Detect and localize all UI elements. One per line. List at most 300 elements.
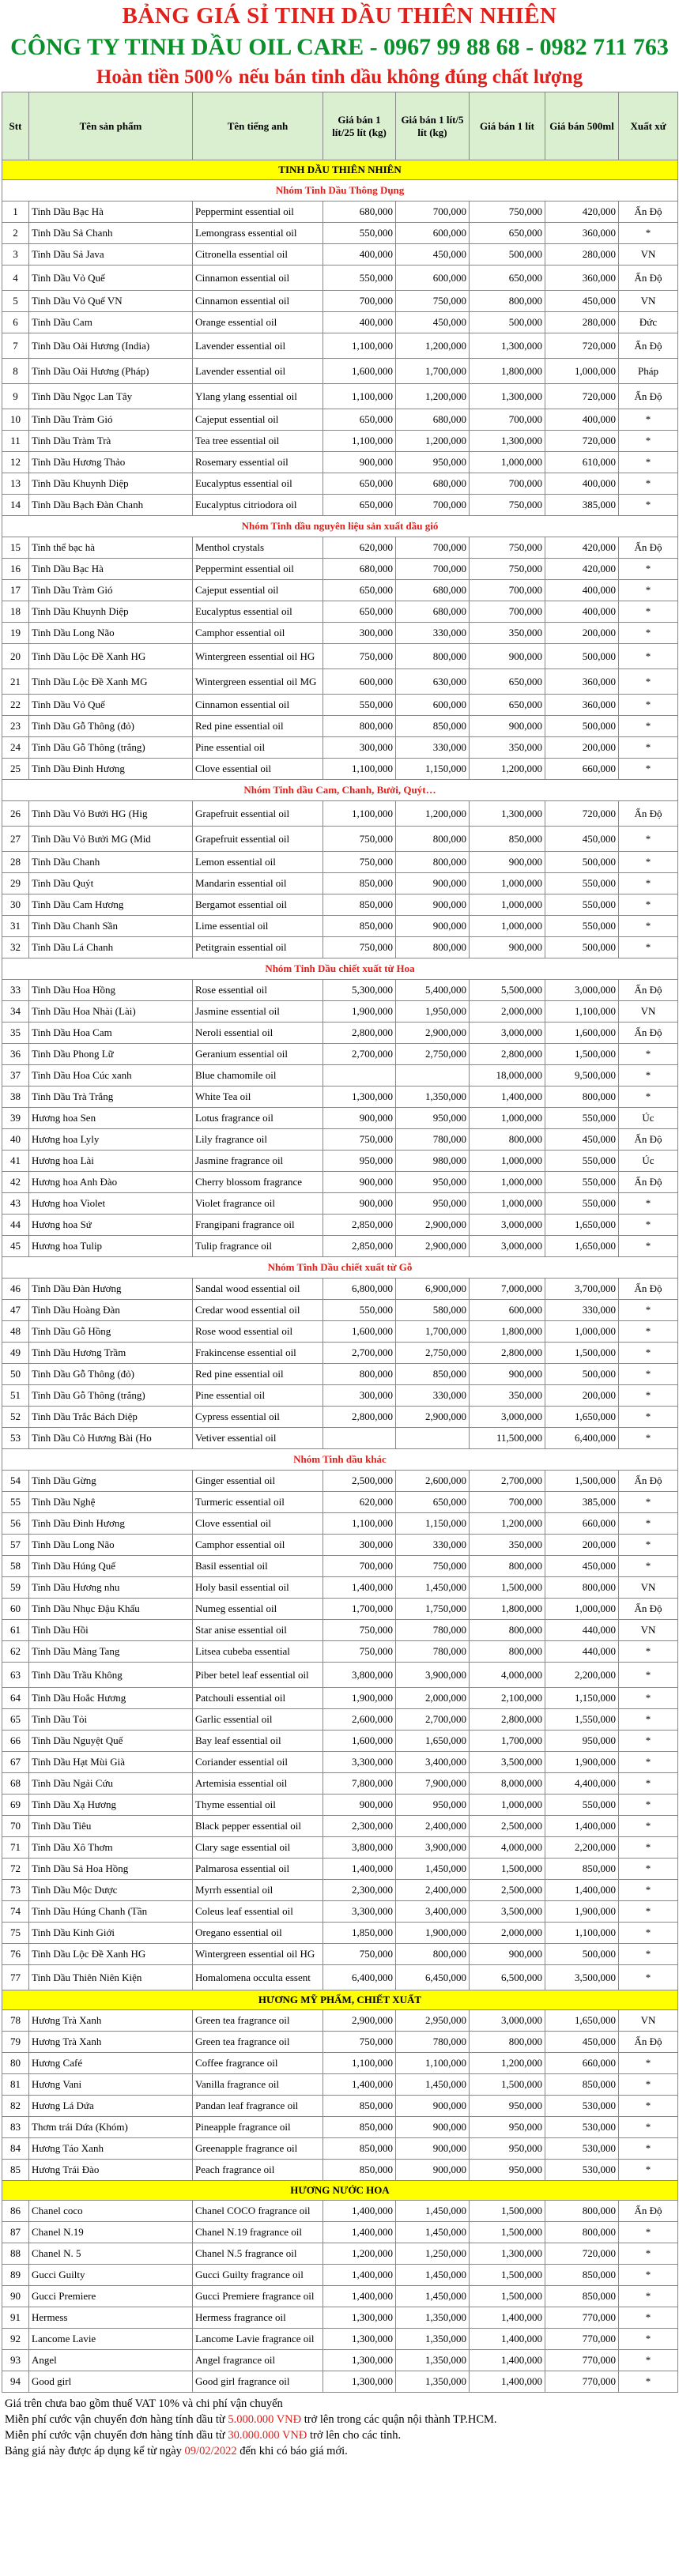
cell-stt: 83 — [2, 2117, 29, 2138]
cell-name-vi: Hương hoa Tulip — [29, 1236, 193, 1257]
cell-name-vi: Lancome Lavie — [29, 2329, 193, 2350]
cell-price-500ml: 200,000 — [545, 623, 619, 644]
group-header-row — [2, 958, 678, 980]
cell-price-1l: 950,000 — [470, 2138, 545, 2160]
cell-price-1l: 1,500,000 — [470, 1859, 545, 1880]
cell-price-25l: 680,000 — [323, 201, 396, 223]
cell-name-en: Eucalyptus citriodora oil — [193, 495, 323, 516]
cell-price-25l: 550,000 — [323, 1300, 396, 1321]
cell-price-25l: 1,600,000 — [323, 359, 396, 384]
cell-origin: Pháp — [619, 359, 678, 384]
cell-price-5l: 1,200,000 — [396, 801, 470, 827]
footer-vat-note: Giá trên chưa bao gồm thuế VAT 10% và chi phí vận chuyển — [5, 2397, 283, 2410]
cell-price-500ml: 660,000 — [545, 2053, 619, 2074]
cell-price-5l: 1,350,000 — [396, 2307, 470, 2329]
cell-price-5l: 1,450,000 — [396, 2265, 470, 2286]
cell-stt: 68 — [2, 1773, 29, 1795]
cell-origin: * — [619, 1364, 678, 1385]
cell-price-5l: 6,450,000 — [396, 1965, 470, 1990]
table-row — [2, 1837, 678, 1859]
cell-price-5l: 2,000,000 — [396, 1688, 470, 1709]
cell-origin: * — [619, 2096, 678, 2117]
cell-price-500ml: 360,000 — [545, 266, 619, 291]
cell-stt: 37 — [2, 1065, 29, 1087]
cell-price-500ml: 440,000 — [545, 1641, 619, 1663]
cell-origin: * — [619, 2160, 678, 2181]
cell-price-25l: 1,100,000 — [323, 384, 396, 409]
cell-name-vi: Hương Café — [29, 2053, 193, 2074]
table-row — [2, 2138, 678, 2160]
cell-name-en: Vetiver essential oil — [193, 1428, 323, 1449]
table-row — [2, 2160, 678, 2181]
cell-stt: 14 — [2, 495, 29, 516]
cell-price-1l: 1,300,000 — [470, 801, 545, 827]
cell-price-5l: 800,000 — [396, 644, 470, 669]
cell-name-vi: Tinh Dầu Nghệ — [29, 1492, 193, 1513]
table-row — [2, 1428, 678, 1449]
cell-origin: * — [619, 623, 678, 644]
cell-price-500ml: 360,000 — [545, 669, 619, 695]
cell-price-500ml: 420,000 — [545, 537, 619, 559]
cell-price-500ml: 1,650,000 — [545, 1236, 619, 1257]
cell-price-5l: 780,000 — [396, 2032, 470, 2053]
cell-stt: 5 — [2, 291, 29, 312]
cell-origin: * — [619, 580, 678, 601]
cell-price-25l: 1,400,000 — [323, 2201, 396, 2222]
cell-origin: * — [619, 759, 678, 780]
cell-price-500ml: 770,000 — [545, 2371, 619, 2393]
cell-price-5l — [396, 1065, 470, 1087]
cell-origin: VN — [619, 1577, 678, 1599]
table-row — [2, 1151, 678, 1172]
cell-origin: Ấn Độ — [619, 1172, 678, 1193]
cell-price-1l: 950,000 — [470, 2160, 545, 2181]
cell-name-vi: Hương hoa Sen — [29, 1108, 193, 1129]
cell-name-vi: Tinh Dầu Hoa Hồng — [29, 980, 193, 1001]
cell-origin: * — [619, 1709, 678, 1731]
table-row — [2, 1492, 678, 1513]
cell-price-1l: 900,000 — [470, 716, 545, 737]
cell-price-5l: 1,200,000 — [396, 384, 470, 409]
cell-name-vi: Angel — [29, 2350, 193, 2371]
cell-price-5l: 900,000 — [396, 2138, 470, 2160]
cell-price-5l: 750,000 — [396, 1556, 470, 1577]
cell-price-25l: 680,000 — [323, 559, 396, 580]
cell-origin: * — [619, 1044, 678, 1065]
cell-price-25l: 850,000 — [323, 2117, 396, 2138]
cell-price-5l: 3,400,000 — [396, 1901, 470, 1923]
cell-price-25l: 850,000 — [323, 2138, 396, 2160]
cell-stt: 80 — [2, 2053, 29, 2074]
cell-stt: 88 — [2, 2243, 29, 2265]
cell-origin: Ấn Độ — [619, 201, 678, 223]
table-row — [2, 1321, 678, 1343]
cell-price-25l: 700,000 — [323, 291, 396, 312]
cell-price-500ml: 1,100,000 — [545, 1923, 619, 1944]
table-row — [2, 916, 678, 937]
cell-name-vi: Tinh Dầu Gỗ Thông (đỏ) — [29, 1364, 193, 1385]
cell-price-5l: 980,000 — [396, 1151, 470, 1172]
cell-name-vi: Tinh Dầu Vỏ Bưởi HG (Hig — [29, 801, 193, 827]
cell-price-5l: 330,000 — [396, 623, 470, 644]
cell-price-1l: 800,000 — [470, 2032, 545, 2053]
cell-price-1l: 350,000 — [470, 623, 545, 644]
cell-price-500ml: 800,000 — [545, 2201, 619, 2222]
table-row — [2, 2010, 678, 2032]
cell-price-5l: 800,000 — [396, 1944, 470, 1965]
cell-origin: * — [619, 2307, 678, 2329]
cell-price-5l: 580,000 — [396, 1300, 470, 1321]
cell-price-25l: 650,000 — [323, 409, 396, 431]
cell-origin: * — [619, 431, 678, 452]
cell-price-5l: 3,900,000 — [396, 1837, 470, 1859]
cell-price-500ml: 1,600,000 — [545, 1022, 619, 1044]
cell-origin: * — [619, 916, 678, 937]
cell-price-5l: 2,750,000 — [396, 1044, 470, 1065]
cell-origin: * — [619, 452, 678, 473]
cell-price-25l: 1,400,000 — [323, 2265, 396, 2286]
cell-origin: * — [619, 1795, 678, 1816]
cell-price-5l: 1,450,000 — [396, 2074, 470, 2096]
cell-price-500ml: 550,000 — [545, 916, 619, 937]
cell-price-1l: 350,000 — [470, 737, 545, 759]
cell-name-vi: Hương hoa Lài — [29, 1151, 193, 1172]
cell-name-vi: Tinh Dầu Bạc Hà — [29, 201, 193, 223]
cell-origin: * — [619, 1236, 678, 1257]
table-row — [2, 384, 678, 409]
cell-origin: * — [619, 937, 678, 958]
cell-name-vi: Tinh Dầu Tiêu — [29, 1816, 193, 1837]
cell-price-25l: 300,000 — [323, 737, 396, 759]
table-row — [2, 1731, 678, 1752]
cell-price-500ml: 950,000 — [545, 1731, 619, 1752]
cell-name-en: Litsea cubeba essential — [193, 1641, 323, 1663]
cell-stt: 2 — [2, 223, 29, 244]
cell-stt: 70 — [2, 1816, 29, 1837]
cell-origin: VN — [619, 244, 678, 266]
cell-name-en: Grapefruit essential oil — [193, 801, 323, 827]
cell-origin: Ấn Độ — [619, 266, 678, 291]
cell-price-500ml: 385,000 — [545, 1492, 619, 1513]
cell-price-25l: 550,000 — [323, 223, 396, 244]
cell-price-1l: 650,000 — [470, 223, 545, 244]
cell-price-500ml: 450,000 — [545, 1129, 619, 1151]
cell-origin: * — [619, 1065, 678, 1087]
cell-price-500ml: 850,000 — [545, 2074, 619, 2096]
col-price-25l: Giá bán 1 lít/25 lít (kg) — [323, 92, 396, 160]
cell-name-en: Green tea fragrance oil — [193, 2010, 323, 2032]
table-row — [2, 873, 678, 894]
footer-text: trở lên cho các tỉnh. — [307, 2429, 402, 2442]
table-row — [2, 1816, 678, 1837]
cell-name-en: Vanilla fragrance oil — [193, 2074, 323, 2096]
cell-stt: 17 — [2, 580, 29, 601]
cell-origin: * — [619, 559, 678, 580]
table-row — [2, 1087, 678, 1108]
table-row — [2, 1129, 678, 1151]
cell-price-1l: 800,000 — [470, 1556, 545, 1577]
cell-name-en: Artemisia essential oil — [193, 1773, 323, 1795]
cell-price-500ml: 1,650,000 — [545, 1215, 619, 1236]
cell-name-vi: Tinh Dầu Gừng — [29, 1471, 193, 1492]
cell-name-en: Rosemary essential oil — [193, 452, 323, 473]
cell-origin: Ấn Độ — [619, 1022, 678, 1044]
cell-origin: * — [619, 1492, 678, 1513]
cell-price-1l: 1,000,000 — [470, 452, 545, 473]
cell-stt: 86 — [2, 2201, 29, 2222]
cell-origin: * — [619, 2074, 678, 2096]
cell-price-25l: 1,400,000 — [323, 1577, 396, 1599]
cell-price-5l: 950,000 — [396, 1795, 470, 1816]
cell-name-vi: Tinh Dầu Hồi — [29, 1620, 193, 1641]
cell-price-5l: 330,000 — [396, 1535, 470, 1556]
table-row — [2, 2265, 678, 2286]
cell-name-en: Basil essential oil — [193, 1556, 323, 1577]
cell-price-1l: 1,300,000 — [470, 333, 545, 359]
cell-price-500ml: 200,000 — [545, 1385, 619, 1407]
cell-name-vi: Hương Trà Xanh — [29, 2010, 193, 2032]
price-table — [2, 92, 678, 2393]
cell-origin: * — [619, 1837, 678, 1859]
table-row — [2, 1577, 678, 1599]
cell-name-en: Thyme essential oil — [193, 1795, 323, 1816]
section-header-row — [2, 2181, 678, 2201]
footer-effective-date — [5, 2443, 674, 2459]
table-row — [2, 1279, 678, 1300]
cell-price-1l: 1,800,000 — [470, 1599, 545, 1620]
cell-price-5l: 780,000 — [396, 1641, 470, 1663]
cell-stt: 63 — [2, 1663, 29, 1688]
cell-stt: 90 — [2, 2286, 29, 2307]
cell-price-1l: 1,200,000 — [470, 1513, 545, 1535]
cell-stt: 54 — [2, 1471, 29, 1492]
cell-price-1l: 700,000 — [470, 473, 545, 495]
cell-price-500ml: 770,000 — [545, 2329, 619, 2350]
cell-price-5l: 900,000 — [396, 2117, 470, 2138]
cell-price-500ml: 530,000 — [545, 2117, 619, 2138]
cell-origin: * — [619, 1193, 678, 1215]
cell-name-en: Red pine essential oil — [193, 716, 323, 737]
cell-price-500ml: 550,000 — [545, 1172, 619, 1193]
cell-stt: 87 — [2, 2222, 29, 2243]
cell-name-en: Ylang ylang essential oil — [193, 384, 323, 409]
cell-stt: 47 — [2, 1300, 29, 1321]
cell-name-vi: Tinh Dầu Hương nhu — [29, 1577, 193, 1599]
cell-stt: 81 — [2, 2074, 29, 2096]
cell-price-500ml: 800,000 — [545, 2222, 619, 2243]
cell-price-1l: 850,000 — [470, 827, 545, 852]
section-title: HƯƠNG NƯỚC HOA — [2, 2181, 678, 2201]
cell-price-5l: 2,700,000 — [396, 1709, 470, 1731]
cell-price-500ml: 3,000,000 — [545, 980, 619, 1001]
cell-price-500ml: 385,000 — [545, 495, 619, 516]
cell-name-en: Credar wood essential oil — [193, 1300, 323, 1321]
cell-price-25l: 1,400,000 — [323, 2074, 396, 2096]
cell-name-vi: Tinh Dầu Oải Hương (Pháp) — [29, 359, 193, 384]
cell-stt: 23 — [2, 716, 29, 737]
cell-name-en: Angel fragrance oil — [193, 2350, 323, 2371]
cell-price-1l: 2,000,000 — [470, 1923, 545, 1944]
cell-price-25l: 900,000 — [323, 1108, 396, 1129]
cell-stt: 39 — [2, 1108, 29, 1129]
group-title: Nhóm Tinh dầu khác — [2, 1449, 678, 1471]
cell-price-500ml: 1,400,000 — [545, 1816, 619, 1837]
cell-price-25l: 1,100,000 — [323, 431, 396, 452]
cell-origin: * — [619, 1407, 678, 1428]
cell-price-1l: 8,000,000 — [470, 1773, 545, 1795]
cell-price-1l: 1,000,000 — [470, 1795, 545, 1816]
cell-stt: 50 — [2, 1364, 29, 1385]
cell-name-vi: Tinh Dầu Cỏ Hương Bài (Ho — [29, 1428, 193, 1449]
cell-name-vi: Tinh Dầu Tràm Trà — [29, 431, 193, 452]
cell-price-5l: 1,350,000 — [396, 1087, 470, 1108]
cell-price-1l: 800,000 — [470, 1129, 545, 1151]
cell-price-5l: 2,600,000 — [396, 1471, 470, 1492]
cell-stt: 7 — [2, 333, 29, 359]
cell-price-500ml: 610,000 — [545, 452, 619, 473]
cell-price-25l: 6,800,000 — [323, 1279, 396, 1300]
cell-name-en: Gucci Premiere fragrance oil — [193, 2286, 323, 2307]
table-row — [2, 1535, 678, 1556]
cell-price-1l: 700,000 — [470, 601, 545, 623]
cell-name-vi: Tinh Dầu Ngọc Lan Tây — [29, 384, 193, 409]
cell-price-1l: 950,000 — [470, 2096, 545, 2117]
cell-name-en: Cajeput essential oil — [193, 409, 323, 431]
cell-price-25l: 1,400,000 — [323, 2286, 396, 2307]
cell-price-500ml: 450,000 — [545, 827, 619, 852]
cell-price-500ml: 1,550,000 — [545, 1709, 619, 1731]
cell-price-1l: 1,000,000 — [470, 1151, 545, 1172]
cell-name-en: Camphor essential oil — [193, 1535, 323, 1556]
cell-stt: 25 — [2, 759, 29, 780]
cell-price-500ml: 1,100,000 — [545, 1001, 619, 1022]
group-title: Nhóm Tinh Dầu Thông Dụng — [2, 180, 678, 201]
cell-price-25l: 1,300,000 — [323, 2307, 396, 2329]
cell-price-1l: 750,000 — [470, 495, 545, 516]
cell-stt: 65 — [2, 1709, 29, 1731]
cell-price-5l: 630,000 — [396, 669, 470, 695]
cell-name-vi: Hương hoa Violet — [29, 1193, 193, 1215]
cell-stt: 75 — [2, 1923, 29, 1944]
cell-stt: 33 — [2, 980, 29, 1001]
cell-name-en: Pine essential oil — [193, 1385, 323, 1407]
cell-origin: Ấn Độ — [619, 1471, 678, 1492]
cell-price-5l: 2,400,000 — [396, 1880, 470, 1901]
cell-price-5l: 750,000 — [396, 291, 470, 312]
table-row — [2, 601, 678, 623]
cell-stt: 35 — [2, 1022, 29, 1044]
cell-price-1l: 500,000 — [470, 244, 545, 266]
cell-stt: 41 — [2, 1151, 29, 1172]
cell-price-5l: 1,700,000 — [396, 359, 470, 384]
cell-price-25l: 750,000 — [323, 1641, 396, 1663]
cell-price-1l: 2,800,000 — [470, 1709, 545, 1731]
cell-origin: * — [619, 894, 678, 916]
cell-price-500ml: 770,000 — [545, 2350, 619, 2371]
cell-price-1l: 3,500,000 — [470, 1752, 545, 1773]
cell-name-en: Pineapple fragrance oil — [193, 2117, 323, 2138]
cell-price-5l: 680,000 — [396, 409, 470, 431]
cell-price-1l: 1,200,000 — [470, 2053, 545, 2074]
cell-name-vi: Tinh Dầu Tràm Gió — [29, 580, 193, 601]
cell-origin: Ấn Độ — [619, 384, 678, 409]
table-row — [2, 644, 678, 669]
cell-name-vi: Tinh Dầu Nhục Đậu Khấu — [29, 1599, 193, 1620]
table-row — [2, 1300, 678, 1321]
cell-origin: * — [619, 1300, 678, 1321]
cell-name-vi: Tinh Dầu Khuynh Diệp — [29, 601, 193, 623]
cell-name-vi: Tinh thể bạc hà — [29, 537, 193, 559]
cell-price-500ml: 1,150,000 — [545, 1688, 619, 1709]
cell-price-1l: 650,000 — [470, 669, 545, 695]
cell-name-en: Ginger essential oil — [193, 1471, 323, 1492]
cell-stt: 73 — [2, 1880, 29, 1901]
cell-price-25l: 1,900,000 — [323, 1688, 396, 1709]
cell-name-en: Star anise essential oil — [193, 1620, 323, 1641]
cell-price-500ml: 330,000 — [545, 1300, 619, 1321]
cell-price-1l: 2,800,000 — [470, 1044, 545, 1065]
cell-origin: * — [619, 1965, 678, 1990]
cell-name-vi: Tinh Dầu Long Não — [29, 1535, 193, 1556]
section-header-row — [2, 160, 678, 180]
group-title: Nhóm Tinh dầu Cam, Chanh, Bưởi, Quýt… — [2, 780, 678, 801]
cell-price-1l: 950,000 — [470, 2117, 545, 2138]
cell-stt: 42 — [2, 1172, 29, 1193]
cell-price-5l: 600,000 — [396, 223, 470, 244]
table-row — [2, 1752, 678, 1773]
table-row — [2, 1044, 678, 1065]
cell-name-en: Peach fragrance oil — [193, 2160, 323, 2181]
cell-price-25l: 1,300,000 — [323, 2350, 396, 2371]
cell-name-en: Hermess fragrance oil — [193, 2307, 323, 2329]
cell-origin: * — [619, 2117, 678, 2138]
cell-name-vi: Tinh Dầu Trà Trắng — [29, 1087, 193, 1108]
cell-name-vi: Tinh Dầu Lộc Đề Xanh HG — [29, 644, 193, 669]
cell-price-5l: 3,400,000 — [396, 1752, 470, 1773]
cell-name-vi: Chanel N.19 — [29, 2222, 193, 2243]
cell-price-500ml: 450,000 — [545, 1556, 619, 1577]
cell-price-1l: 1,000,000 — [470, 1193, 545, 1215]
table-row — [2, 1172, 678, 1193]
cell-price-1l: 900,000 — [470, 1944, 545, 1965]
cell-name-en: Eucalyptus essential oil — [193, 601, 323, 623]
cell-name-en: Clove essential oil — [193, 1513, 323, 1535]
cell-price-1l: 900,000 — [470, 1364, 545, 1385]
cell-origin: * — [619, 1087, 678, 1108]
cell-price-5l: 1,350,000 — [396, 2371, 470, 2393]
table-row — [2, 1407, 678, 1428]
cell-name-vi: Tinh Dầu Vỏ Quế — [29, 695, 193, 716]
cell-origin: Ấn Độ — [619, 801, 678, 827]
cell-stt: 51 — [2, 1385, 29, 1407]
cell-stt: 58 — [2, 1556, 29, 1577]
cell-stt: 94 — [2, 2371, 29, 2393]
cell-name-en: Coleus leaf essential oil — [193, 1901, 323, 1923]
cell-stt: 60 — [2, 1599, 29, 1620]
cell-origin: * — [619, 473, 678, 495]
cell-price-500ml: 360,000 — [545, 695, 619, 716]
cell-name-en: Menthol crystals — [193, 537, 323, 559]
cell-price-500ml: 550,000 — [545, 1795, 619, 1816]
cell-name-vi: Tinh Dầu Húng Chanh (Tần — [29, 1901, 193, 1923]
table-row — [2, 1513, 678, 1535]
cell-stt: 46 — [2, 1279, 29, 1300]
cell-price-500ml: 550,000 — [545, 1151, 619, 1172]
cell-name-en: Palmarosa essential oil — [193, 1859, 323, 1880]
cell-price-5l: 950,000 — [396, 452, 470, 473]
cell-name-en: Garlic essential oil — [193, 1709, 323, 1731]
cell-stt: 24 — [2, 737, 29, 759]
